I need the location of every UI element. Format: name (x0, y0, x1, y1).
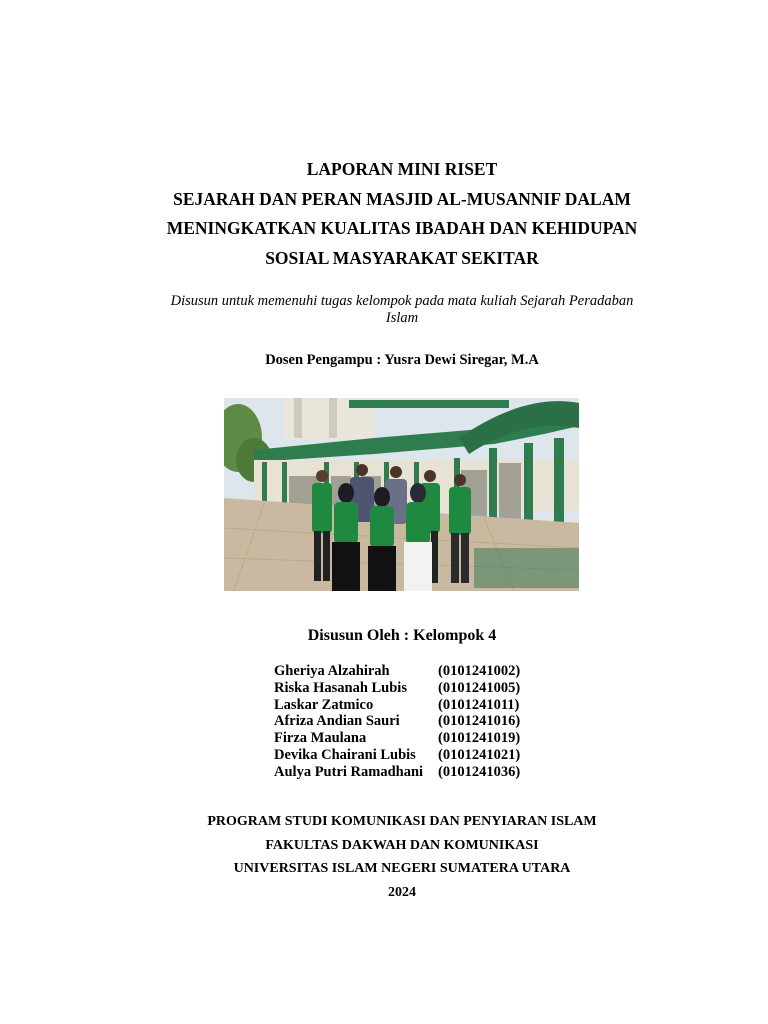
report-title (84, 155, 720, 273)
member-id: (0101241011) (438, 696, 520, 713)
subtitle-line-1: Disusun untuk memenuhi tugas kelompok pada mata kuliah Sejarah Peradaban (170, 293, 634, 309)
study-program: PROGRAM STUDI KOMUNIKASI DAN PENYIARAN ISLAM (207, 814, 597, 829)
member-row (274, 764, 520, 781)
subtitle (144, 293, 660, 326)
member-id: (0101241036) (438, 763, 521, 780)
member-row (274, 697, 520, 714)
title-line: LAPORAN MINI RISET (306, 159, 498, 179)
member-row (274, 680, 520, 697)
member-list (274, 663, 520, 781)
group-photo (224, 398, 579, 591)
institution-block (84, 810, 720, 904)
member-id: (0101241016) (438, 713, 521, 730)
member-name: Riska Hasanah Lubis (274, 679, 407, 696)
title-line: SEJARAH DAN PERAN MASJID AL-MUSANNIF DALAM (173, 188, 631, 209)
university: UNIVERSITAS ISLAM NEGERI SUMATERA UTARA (233, 861, 571, 876)
lecturer-line: Dosen Pengampu : Yusra Dewi Siregar, M.A (265, 352, 539, 368)
composed-by: Disusun Oleh : Kelompok 4 (307, 627, 497, 644)
member-id: (0101241019) (438, 730, 521, 747)
faculty: FAKULTAS DAKWAH DAN KOMUNIKASI (265, 837, 539, 853)
member-name: Devika Chairani Lubis (274, 746, 416, 763)
member-name: Firza Maulana (274, 730, 367, 747)
member-id: (0101241002) (438, 663, 521, 679)
member-id: (0101241021) (438, 746, 521, 763)
member-row (274, 663, 520, 680)
member-name: Aulya Putri Ramadhani (274, 763, 424, 780)
title-line: SOSIAL MASYARAKAT SEKITAR (265, 247, 539, 268)
member-row (274, 713, 520, 730)
subtitle-line-2: Islam (385, 309, 419, 326)
member-row (274, 747, 520, 764)
member-name: Laskar Zatmico (274, 696, 374, 713)
member-row (274, 730, 520, 747)
year: 2024 (388, 884, 416, 900)
member-id: (0101241005) (438, 679, 521, 696)
member-name: Afriza Andian Sauri (274, 713, 400, 730)
member-name: Gheriya Alzahirah (274, 663, 390, 679)
title-line: MENINGKATKAN KUALITAS IBADAH DAN KEHIDUPAN (166, 218, 638, 238)
